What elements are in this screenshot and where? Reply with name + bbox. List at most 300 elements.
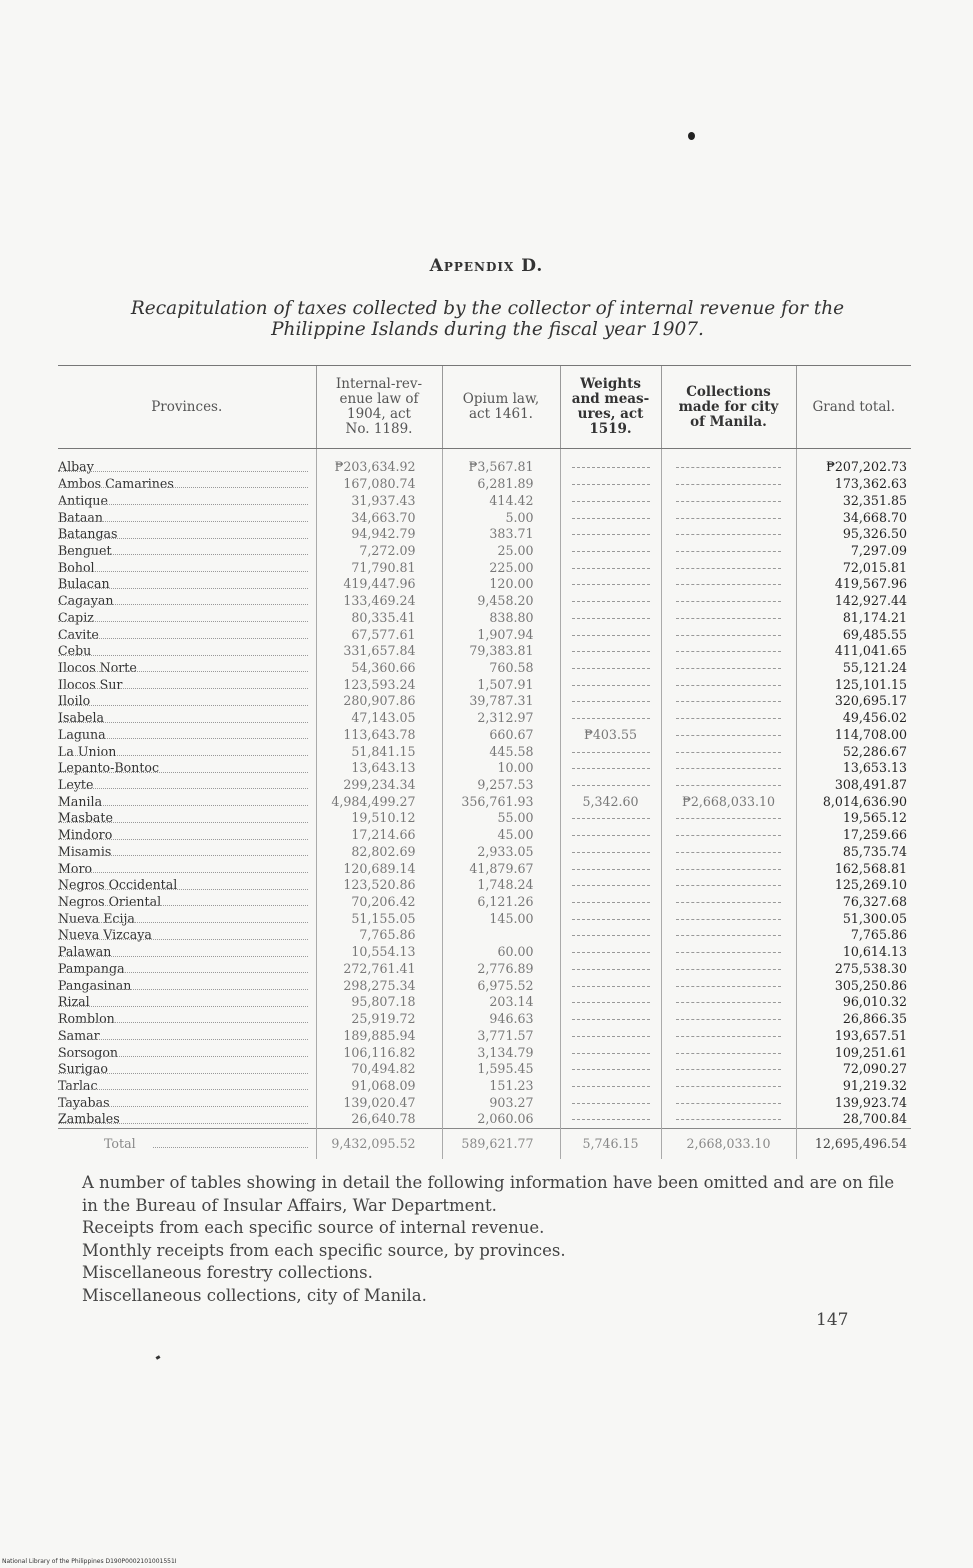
manila-collections-value [661, 676, 796, 693]
empty-cell-leader [676, 852, 781, 853]
opium-law-value [442, 927, 560, 944]
grand-total-value: 69,485.55 [796, 626, 911, 643]
empty-cell-leader [572, 668, 650, 669]
province-name [58, 844, 316, 861]
table-row [58, 944, 911, 961]
province-name [58, 1061, 316, 1078]
manila-collections-value [661, 1011, 796, 1028]
manila-collections-value [661, 994, 796, 1011]
province-label: Total [104, 1135, 136, 1151]
opium-law-value: 2,060.06 [442, 1111, 560, 1128]
grand-total-value: 419,567.96 [796, 576, 911, 593]
grand-total-value: 411,041.65 [796, 643, 911, 660]
table-row [58, 777, 911, 794]
province-name [58, 449, 316, 476]
manila-collections-value [661, 626, 796, 643]
grand-total-value: 8,014,636.90 [796, 793, 911, 810]
table-row [58, 844, 911, 861]
grand-total-value: 32,351.85 [796, 492, 911, 509]
manila-collections-value [661, 543, 796, 560]
empty-cell-leader [572, 919, 650, 920]
internal-revenue-value: 13,643.13 [316, 760, 442, 777]
opium-law-value: 2,312.97 [442, 710, 560, 727]
manila-collections-value [661, 476, 796, 493]
internal-revenue-value: 189,885.94 [316, 1027, 442, 1044]
opium-law-value: 5.00 [442, 509, 560, 526]
province-label: Cebu [58, 643, 92, 659]
empty-cell-leader [572, 518, 650, 519]
manila-collections-value [661, 743, 796, 760]
province-name [58, 961, 316, 978]
province-label: Cavite [58, 626, 99, 642]
opium-law-value: 60.00 [442, 944, 560, 961]
weights-measures-value: 5,746.15 [560, 1128, 661, 1159]
empty-cell-leader [676, 986, 781, 987]
empty-cell-leader [572, 467, 650, 468]
internal-revenue-value: 280,907.86 [316, 693, 442, 710]
internal-revenue-value: 167,080.74 [316, 476, 442, 493]
province-label: Masbate [58, 810, 113, 826]
weights-measures-value [560, 844, 661, 861]
province-name [58, 994, 316, 1011]
opium-law-value: 589,621.77 [442, 1128, 560, 1159]
empty-cell-leader [676, 835, 781, 836]
weights-measures-value [560, 1044, 661, 1061]
table-row [58, 977, 911, 994]
province-label: Ilocos Sur [58, 676, 123, 692]
empty-cell-leader [572, 852, 650, 853]
empty-cell-leader [676, 1002, 781, 1003]
internal-revenue-value: 31,937.43 [316, 492, 442, 509]
grand-total-value: 13,653.13 [796, 760, 911, 777]
province-name [58, 526, 316, 543]
weights-measures-value [560, 827, 661, 844]
appendix-title: Appendix D. [429, 256, 544, 276]
weights-measures-value [560, 810, 661, 827]
empty-cell-leader [676, 902, 781, 903]
tax-recapitulation-table-wrap [58, 365, 911, 1159]
opium-law-value: 9,458.20 [442, 593, 560, 610]
table-row [58, 860, 911, 877]
province-label: Romblon [58, 1011, 115, 1027]
grand-total-value: 76,327.68 [796, 894, 911, 911]
header-weights-measures: Weights and meas- ures, act 1519. [560, 366, 661, 449]
table-row [58, 961, 911, 978]
province-name [58, 476, 316, 493]
weights-measures-value [560, 910, 661, 927]
header-manila-collections: Collections made for city of Manila. [661, 366, 796, 449]
empty-cell-leader [572, 501, 650, 502]
province-label: Pampanga [58, 960, 125, 976]
weights-measures-value [560, 1078, 661, 1095]
table-row [58, 1044, 911, 1061]
province-label: Antique [58, 492, 108, 508]
province-name [58, 793, 316, 810]
province-name [58, 643, 316, 660]
weights-measures-value [560, 1111, 661, 1128]
province-name [58, 760, 316, 777]
empty-cell-leader [572, 718, 650, 719]
empty-cell-leader [676, 668, 781, 669]
table-caption [60, 298, 915, 340]
province-label: Misamis [58, 843, 112, 859]
manila-collections-value [661, 977, 796, 994]
empty-cell-leader [676, 1069, 781, 1070]
weights-measures-value [560, 777, 661, 794]
empty-cell-leader [572, 1119, 650, 1120]
empty-cell-leader [676, 935, 781, 936]
table-row [58, 910, 911, 927]
table-row [58, 1027, 911, 1044]
manila-collections-value [661, 643, 796, 660]
province-label: Manila [58, 793, 103, 809]
grand-total-value: 49,456.02 [796, 710, 911, 727]
province-label: Negros Oriental [58, 894, 162, 910]
internal-revenue-value: 139,020.47 [316, 1094, 442, 1111]
manila-collections-value [661, 593, 796, 610]
manila-collections-value [661, 760, 796, 777]
manila-collections-value [661, 1111, 796, 1128]
weights-measures-value [560, 1061, 661, 1078]
empty-cell-leader [572, 835, 650, 836]
province-label: Zambales [58, 1111, 120, 1127]
empty-cell-leader [676, 584, 781, 585]
opium-law-value: 6,281.89 [442, 476, 560, 493]
internal-revenue-value: 67,577.61 [316, 626, 442, 643]
province-label: Isabela [58, 710, 104, 726]
province-name [58, 810, 316, 827]
province-name [58, 626, 316, 643]
internal-revenue-value: ₱203,634.92 [316, 449, 442, 476]
empty-cell-leader [676, 919, 781, 920]
internal-revenue-value: 91,068.09 [316, 1078, 442, 1095]
province-label: Leyte [58, 777, 94, 793]
internal-revenue-value: 47,143.05 [316, 710, 442, 727]
table-row [58, 626, 911, 643]
manila-collections-value [661, 844, 796, 861]
omitted-tables-note [82, 1172, 912, 1307]
internal-revenue-value: 51,841.15 [316, 743, 442, 760]
weights-measures-value [560, 710, 661, 727]
empty-cell-leader [572, 1002, 650, 1003]
weights-measures-value [560, 760, 661, 777]
total-row [58, 1128, 911, 1159]
empty-cell-leader [676, 635, 781, 636]
internal-revenue-value: 299,234.34 [316, 777, 442, 794]
empty-cell-leader [676, 1019, 781, 1020]
weights-measures-value [560, 476, 661, 493]
empty-cell-leader [572, 568, 650, 569]
province-label: Albay [58, 459, 94, 475]
opium-law-value: 660.67 [442, 727, 560, 744]
province-name [58, 660, 316, 677]
opium-law-value: 356,761.93 [442, 793, 560, 810]
manila-collections-value [661, 693, 796, 710]
empty-cell-leader [572, 551, 650, 552]
province-label: Nueva Vizcaya [58, 927, 152, 943]
grand-total-value: 95,326.50 [796, 526, 911, 543]
weights-measures-value [560, 492, 661, 509]
internal-revenue-value: 70,206.42 [316, 894, 442, 911]
table-body [58, 449, 911, 1159]
internal-revenue-value: 9,432,095.52 [316, 1128, 442, 1159]
empty-cell-leader [572, 752, 650, 753]
internal-revenue-value: 71,790.81 [316, 559, 442, 576]
internal-revenue-value: 34,663.70 [316, 509, 442, 526]
opium-law-value: 10.00 [442, 760, 560, 777]
empty-cell-leader [676, 467, 781, 468]
empty-cell-leader [572, 869, 650, 870]
grand-total-value: 96,010.32 [796, 994, 911, 1011]
manila-collections-value [661, 810, 796, 827]
empty-cell-leader [676, 701, 781, 702]
empty-cell-leader [676, 735, 781, 736]
province-name [58, 1011, 316, 1028]
empty-cell-leader [572, 768, 650, 769]
empty-cell-leader [572, 685, 650, 686]
empty-cell-leader [572, 618, 650, 619]
opium-law-value: 1,507.91 [442, 676, 560, 693]
opium-law-value: 6,121.26 [442, 894, 560, 911]
empty-cell-leader [676, 1103, 781, 1104]
empty-cell-leader [676, 768, 781, 769]
opium-law-value: 151.23 [442, 1078, 560, 1095]
province-label: Surigao [58, 1061, 108, 1077]
province-name [58, 543, 316, 560]
opium-law-value: 1,595.45 [442, 1061, 560, 1078]
province-label: Nueva Ecija [58, 910, 135, 926]
opium-law-value: 414.42 [442, 492, 560, 509]
grand-total-value: 91,219.32 [796, 1078, 911, 1095]
province-name [58, 743, 316, 760]
table-row [58, 476, 911, 493]
empty-cell-leader [572, 1019, 650, 1020]
manila-collections-value [661, 1027, 796, 1044]
internal-revenue-value: 82,802.69 [316, 844, 442, 861]
internal-revenue-value: 331,657.84 [316, 643, 442, 660]
ink-dot [688, 132, 695, 140]
internal-revenue-value: 7,272.09 [316, 543, 442, 560]
table-row [58, 526, 911, 543]
empty-cell-leader [676, 869, 781, 870]
manila-collections-value [661, 961, 796, 978]
opium-law-value: 760.58 [442, 660, 560, 677]
empty-cell-leader [572, 1053, 650, 1054]
province-label: Rizal [58, 994, 90, 1010]
internal-revenue-value: 272,761.41 [316, 961, 442, 978]
province-name [58, 910, 316, 927]
table-row [58, 492, 911, 509]
table-row [58, 877, 911, 894]
manila-collections-value [661, 660, 796, 677]
weights-measures-value [560, 576, 661, 593]
caption-line-2: Philippine Islands during the fiscal year 1907. [271, 319, 704, 340]
grand-total-value: 125,101.15 [796, 676, 911, 693]
opium-law-value: 45.00 [442, 827, 560, 844]
province-label: Lepanto-Bontoc [58, 760, 160, 776]
grand-total-value: 320,695.17 [796, 693, 911, 710]
opium-law-value: 903.27 [442, 1094, 560, 1111]
manila-collections-value [661, 609, 796, 626]
grand-total-value: 142,927.44 [796, 593, 911, 610]
grand-total-value: 19,565.12 [796, 810, 911, 827]
grand-total-value: 85,735.74 [796, 844, 911, 861]
manila-collections-value [661, 927, 796, 944]
province-label: Capiz [58, 609, 94, 625]
header-provinces: Provinces. [58, 366, 316, 449]
grand-total-value: 7,765.86 [796, 927, 911, 944]
weights-measures-value [560, 559, 661, 576]
internal-revenue-value: 4,984,499.27 [316, 793, 442, 810]
internal-revenue-value: 51,155.05 [316, 910, 442, 927]
weights-measures-value [560, 593, 661, 610]
grand-total-value: 125,269.10 [796, 877, 911, 894]
internal-revenue-value: 123,593.24 [316, 676, 442, 693]
table-row [58, 559, 911, 576]
internal-revenue-value: 94,942.79 [316, 526, 442, 543]
opium-law-value: 39,787.31 [442, 693, 560, 710]
table-row [58, 827, 911, 844]
weights-measures-value [560, 626, 661, 643]
table-row [58, 894, 911, 911]
province-name [58, 492, 316, 509]
empty-cell-leader [572, 969, 650, 970]
opium-law-value: 203.14 [442, 994, 560, 1011]
province-label: Bohol [58, 559, 95, 575]
grand-total-value: 72,090.27 [796, 1061, 911, 1078]
opium-law-value: ₱3,567.81 [442, 449, 560, 476]
empty-cell-leader [676, 685, 781, 686]
empty-cell-leader [676, 1086, 781, 1087]
opium-law-value: 41,879.67 [442, 860, 560, 877]
opium-law-value: 3,134.79 [442, 1044, 560, 1061]
empty-cell-leader [676, 1036, 781, 1037]
empty-cell-leader [572, 584, 650, 585]
internal-revenue-value: 95,807.18 [316, 994, 442, 1011]
grand-total-value: ₱207,202.73 [796, 449, 911, 476]
grand-total-value: 10,614.13 [796, 944, 911, 961]
note-intro: A number of tables showing in detail the following information have been omitted and are on file in the Bureau of Insular Affairs, War Department. [82, 1173, 895, 1215]
province-label: Batangas [58, 526, 118, 542]
manila-collections-value [661, 727, 796, 744]
empty-cell-leader [676, 885, 781, 886]
empty-cell-leader [572, 952, 650, 953]
opium-law-value: 3,771.57 [442, 1027, 560, 1044]
table-row [58, 509, 911, 526]
province-name [58, 1044, 316, 1061]
page-number: 147 [816, 1310, 849, 1330]
empty-cell-leader [676, 568, 781, 569]
grand-total-value: 72,015.81 [796, 559, 911, 576]
province-label: Tarlac [58, 1077, 98, 1093]
empty-cell-leader [572, 651, 650, 652]
opium-law-value: 79,383.81 [442, 643, 560, 660]
opium-law-value: 2,776.89 [442, 961, 560, 978]
note-item: Receipts from each specific source of internal revenue. [82, 1218, 545, 1237]
manila-collections-value [661, 910, 796, 927]
ink-mark [156, 1355, 161, 1360]
weights-measures-value [560, 977, 661, 994]
grand-total-value: 81,174.21 [796, 609, 911, 626]
weights-measures-value [560, 944, 661, 961]
province-label: Pangasinan [58, 977, 132, 993]
province-label: Moro [58, 860, 93, 876]
table-row [58, 660, 911, 677]
province-label: Sorsogon [58, 1044, 119, 1060]
opium-law-value: 838.80 [442, 609, 560, 626]
weights-measures-value [560, 1094, 661, 1111]
empty-cell-leader [572, 818, 650, 819]
table-row [58, 810, 911, 827]
weights-measures-value [560, 961, 661, 978]
grand-total-value: 162,568.81 [796, 860, 911, 877]
table-row [58, 793, 911, 810]
grand-total-value: 52,286.67 [796, 743, 911, 760]
empty-cell-leader [676, 534, 781, 535]
manila-collections-value [661, 449, 796, 476]
province-label: Negros Occidental [58, 877, 178, 893]
province-name [58, 1027, 316, 1044]
opium-law-value: 6,975.52 [442, 977, 560, 994]
table-row [58, 593, 911, 610]
empty-cell-leader [676, 969, 781, 970]
weights-measures-value [560, 526, 661, 543]
empty-cell-leader [572, 1086, 650, 1087]
internal-revenue-value: 19,510.12 [316, 810, 442, 827]
manila-collections-value [661, 894, 796, 911]
grand-total-value: 7,297.09 [796, 543, 911, 560]
weights-measures-value [560, 643, 661, 660]
province-name [58, 860, 316, 877]
weights-measures-value [560, 693, 661, 710]
weights-measures-value: 5,342.60 [560, 793, 661, 810]
table-row [58, 1111, 911, 1128]
empty-cell-leader [572, 601, 650, 602]
table-row [58, 543, 911, 560]
province-name [58, 777, 316, 794]
grand-total-value: 26,866.35 [796, 1011, 911, 1028]
internal-revenue-value: 133,469.24 [316, 593, 442, 610]
empty-cell-leader [572, 484, 650, 485]
manila-collections-value [661, 877, 796, 894]
opium-law-value: 383.71 [442, 526, 560, 543]
caption-line-1: Recapitulation of taxes collected by the collector of internal revenue for the [130, 298, 845, 319]
weights-measures-value [560, 860, 661, 877]
empty-cell-leader [676, 785, 781, 786]
internal-revenue-value: 10,554.13 [316, 944, 442, 961]
grand-total-value: 308,491.87 [796, 777, 911, 794]
internal-revenue-value: 120,689.14 [316, 860, 442, 877]
province-name [58, 1094, 316, 1111]
empty-cell-leader [572, 902, 650, 903]
header-internal-revenue-law: Internal-rev- enue law of 1904, act No. 1189. [316, 366, 442, 449]
province-name [58, 877, 316, 894]
manila-collections-value [661, 827, 796, 844]
note-item: Miscellaneous forestry collections. [82, 1263, 373, 1282]
manila-collections-value [661, 526, 796, 543]
opium-law-value: 946.63 [442, 1011, 560, 1028]
manila-collections-value [661, 509, 796, 526]
header-grand-total: Grand total. [796, 366, 911, 449]
opium-law-value: 55.00 [442, 810, 560, 827]
scan-footer: National Library of the Philippines D190P0002101001551I [2, 1558, 177, 1565]
province-name [58, 1111, 316, 1128]
weights-measures-value [560, 660, 661, 677]
internal-revenue-value: 17,214.66 [316, 827, 442, 844]
province-name [58, 894, 316, 911]
grand-total-value: 139,923.74 [796, 1094, 911, 1111]
table-row [58, 609, 911, 626]
